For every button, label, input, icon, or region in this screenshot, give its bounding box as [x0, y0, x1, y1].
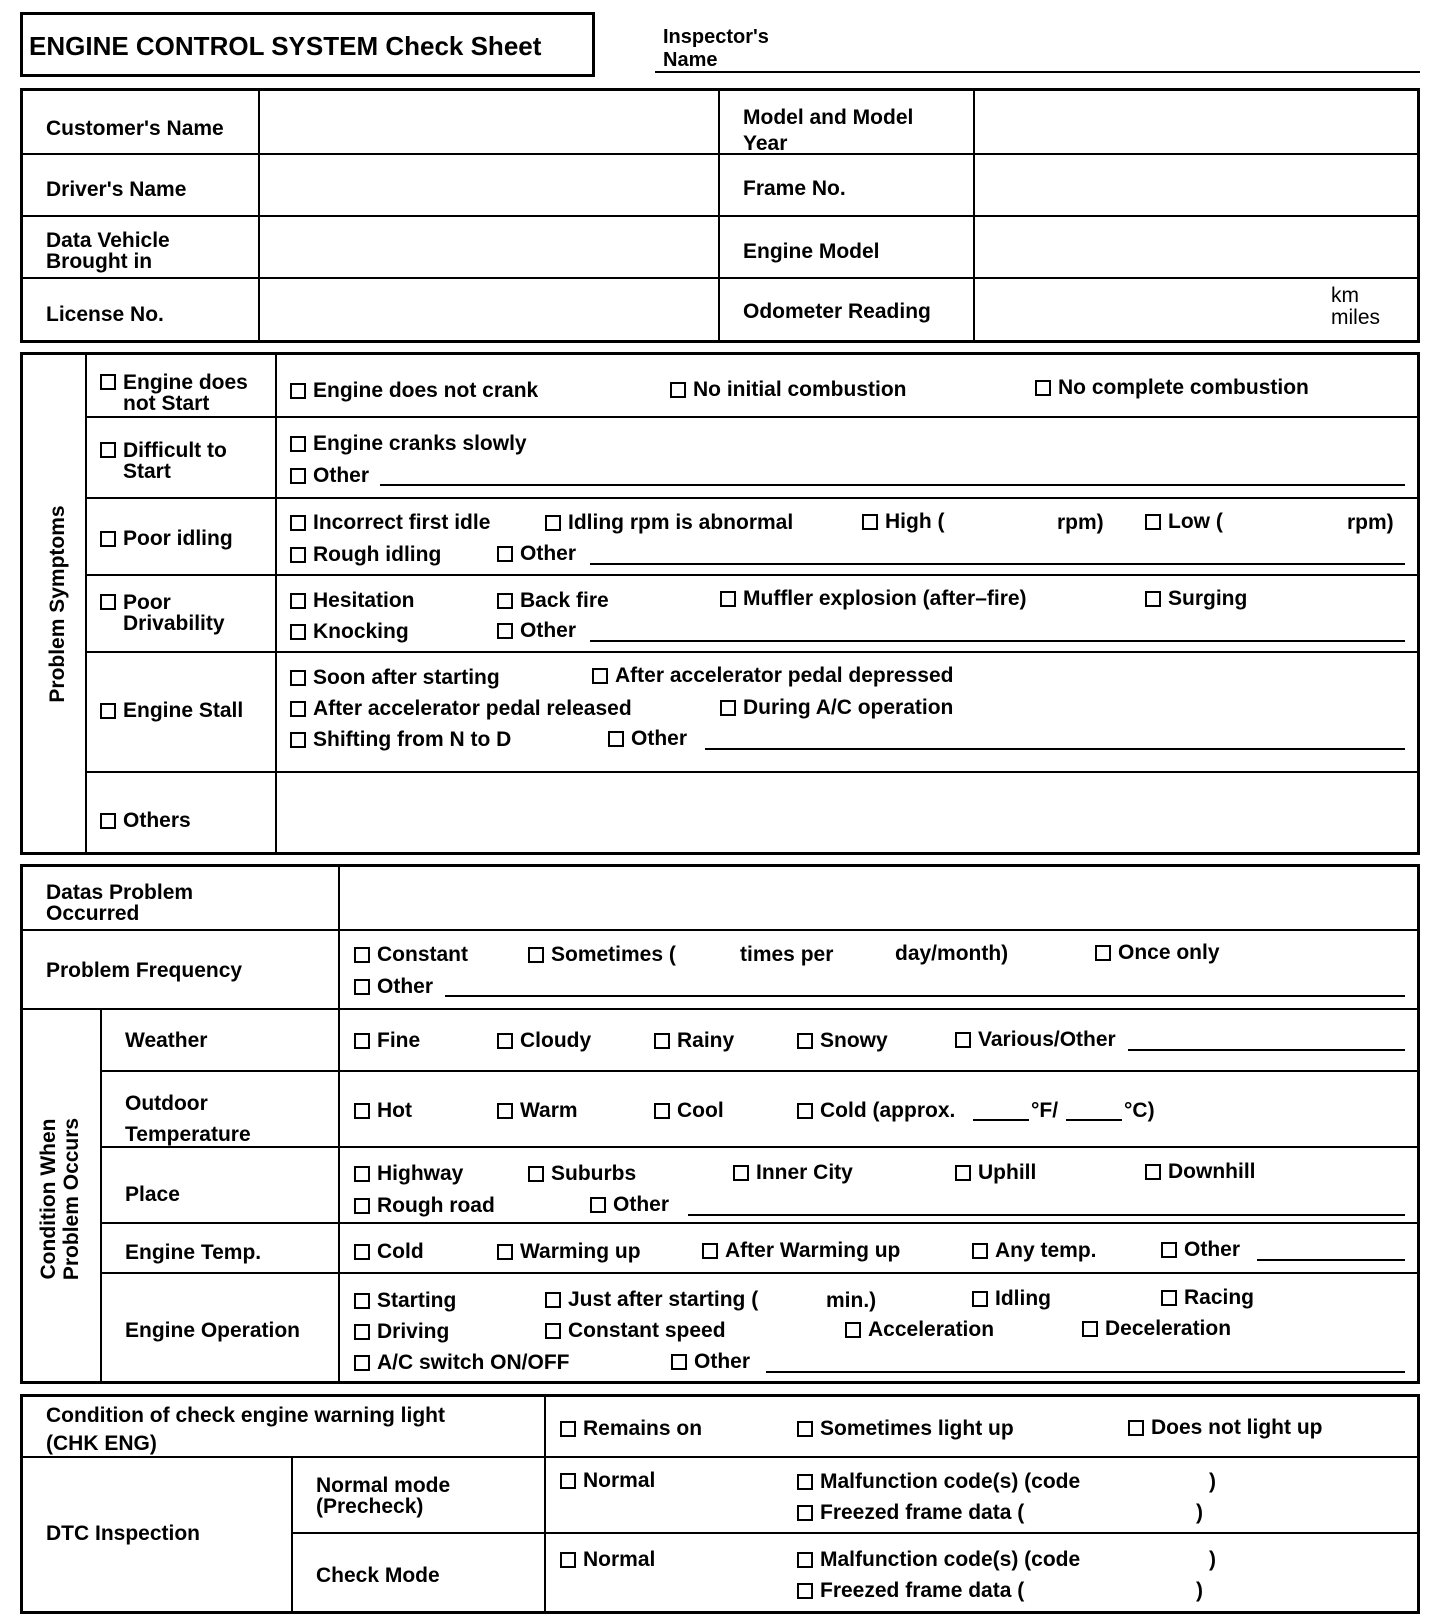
idling-other-checkbox[interactable]: Other	[497, 543, 576, 564]
various-other-line[interactable]	[1128, 1049, 1405, 1051]
problem-symptoms-heading: Problem Symptoms	[46, 505, 69, 703]
place-other-line[interactable]	[688, 1214, 1405, 1216]
muffler-explosion-checkbox[interactable]: Muffler explosion (after–fire)	[720, 588, 1027, 609]
racing-checkbox[interactable]: Racing	[1161, 1287, 1254, 1308]
driving-checkbox[interactable]: Driving	[354, 1321, 449, 1342]
outdoor-temperature-label: Outdoor Temperature	[125, 1092, 251, 1146]
cranks-slowly-checkbox[interactable]: Engine cranks slowly	[290, 433, 527, 454]
sometimes-light-up-checkbox[interactable]: Sometimes light up	[797, 1418, 1014, 1439]
warning-light-label: Condition of check engine warning light (CHK ENG)	[46, 1404, 445, 1455]
does-not-light-up-checkbox[interactable]: Does not light up	[1128, 1417, 1322, 1438]
rough-idling-checkbox[interactable]: Rough idling	[290, 544, 441, 565]
engine-operation-label: Engine Operation	[125, 1319, 301, 1342]
after-pedal-depressed-checkbox[interactable]: After accelerator pedal depressed	[592, 665, 953, 686]
col-divider	[258, 88, 260, 343]
no-initial-combustion-checkbox[interactable]: No initial combustion	[670, 379, 907, 400]
col-divider	[544, 1394, 546, 1614]
cool-checkbox[interactable]: Cool	[654, 1100, 724, 1121]
row-divider	[20, 277, 1420, 279]
no-complete-combustion-checkbox[interactable]: No complete combustion	[1035, 377, 1309, 398]
cloudy-checkbox[interactable]: Cloudy	[497, 1030, 591, 1051]
after-warming-up-checkbox[interactable]: After Warming up	[702, 1240, 900, 1261]
col-divider	[85, 352, 87, 855]
warm-checkbox[interactable]: Warm	[497, 1100, 578, 1121]
stall-other-line[interactable]	[705, 748, 1405, 750]
row-divider	[20, 153, 1420, 155]
customers-name-label: Customer's Name	[46, 117, 224, 140]
col-divider	[718, 88, 720, 343]
high-rpm-checkbox[interactable]: High (	[862, 511, 944, 532]
odometer-label: Odometer Reading	[743, 300, 931, 323]
low-rpm-checkbox[interactable]: Low (	[1145, 511, 1223, 532]
constant-speed-checkbox[interactable]: Constant speed	[545, 1320, 726, 1341]
soon-after-starting-checkbox[interactable]: Soon after starting	[290, 667, 500, 688]
rainy-checkbox[interactable]: Rainy	[654, 1030, 734, 1051]
ac-switch-checkbox[interactable]: A/C switch ON/OFF	[354, 1352, 570, 1373]
normal-freezed-close: )	[1196, 1501, 1203, 1524]
acceleration-checkbox[interactable]: Acceleration	[845, 1319, 994, 1340]
row-divider	[100, 1146, 1420, 1148]
model-year-label: Model and Model Year	[743, 106, 914, 155]
problem-frequency-label: Problem Frequency	[46, 959, 243, 982]
starting-checkbox[interactable]: Starting	[354, 1290, 456, 1311]
inner-city-checkbox[interactable]: Inner City	[733, 1162, 853, 1183]
check-mode-freezed-checkbox[interactable]: Freezed frame data (	[797, 1580, 1024, 1601]
warming-up-checkbox[interactable]: Warming up	[497, 1241, 641, 1262]
frequency-other-checkbox[interactable]: Other	[354, 976, 433, 997]
check-malfunction-close: )	[1209, 1548, 1216, 1571]
suburbs-checkbox[interactable]: Suburbs	[528, 1163, 636, 1184]
knocking-checkbox[interactable]: Knocking	[290, 621, 409, 642]
place-other-checkbox[interactable]: Other	[590, 1194, 669, 1215]
normal-mode-freezed-checkbox[interactable]: Freezed frame data (	[797, 1502, 1024, 1523]
condition-when-heading: Condition When Problem Occurs	[37, 1117, 83, 1281]
inspector-name-line[interactable]	[655, 71, 1420, 73]
normal-mode-label: Normal mode (Precheck)	[316, 1474, 451, 1518]
incorrect-first-idle-checkbox[interactable]: Incorrect first idle	[290, 512, 490, 533]
frame-label: Frame No.	[743, 177, 846, 200]
row-divider	[85, 771, 1420, 773]
downhill-checkbox[interactable]: Downhill	[1145, 1161, 1256, 1182]
drivability-other-checkbox[interactable]: Other	[497, 620, 576, 641]
difficult-other-checkbox[interactable]: Other	[290, 465, 369, 486]
highway-checkbox[interactable]: Highway	[354, 1163, 463, 1184]
idling-other-line[interactable]	[590, 563, 1405, 565]
operation-other-line[interactable]	[766, 1371, 1405, 1373]
engine-temp-label: Engine Temp.	[125, 1241, 262, 1264]
poor-idling-checkbox[interactable]: Poor idling	[100, 528, 233, 549]
back-fire-checkbox[interactable]: Back fire	[497, 590, 609, 611]
row-divider	[85, 497, 1420, 499]
hot-checkbox[interactable]: Hot	[354, 1100, 412, 1121]
row-divider	[85, 416, 1420, 418]
row-divider	[20, 215, 1420, 217]
check-mode-normal-checkbox[interactable]: Normal	[560, 1549, 655, 1570]
once-only-checkbox[interactable]: Once only	[1095, 942, 1220, 963]
km-unit: km	[1331, 284, 1359, 307]
row-divider	[100, 1272, 1420, 1274]
engine-temp-other-checkbox[interactable]: Other	[1161, 1239, 1240, 1260]
col-divider	[275, 352, 277, 855]
row-divider	[85, 574, 1420, 576]
col-divider	[100, 1010, 102, 1384]
col-divider	[973, 88, 975, 343]
page-title: ENGINE CONTROL SYSTEM Check Sheet	[29, 31, 542, 61]
high-rpm-unit: rpm)	[1057, 511, 1104, 534]
snowy-checkbox[interactable]: Snowy	[797, 1030, 888, 1051]
inspector-label: Inspector's Name	[663, 26, 769, 71]
idling-checkbox[interactable]: Idling	[972, 1288, 1051, 1309]
others-checkbox[interactable]: Others	[100, 810, 191, 831]
stall-other-checkbox[interactable]: Other	[608, 728, 687, 749]
day-month-label: day/month)	[895, 942, 1009, 965]
license-label: License No.	[46, 303, 164, 326]
deceleration-checkbox[interactable]: Deceleration	[1082, 1318, 1231, 1339]
check-mode-label: Check Mode	[316, 1564, 440, 1587]
miles-unit: miles	[1331, 306, 1381, 329]
hesitation-checkbox[interactable]: Hesitation	[290, 590, 415, 611]
various-other-checkbox[interactable]: Various/Other	[955, 1029, 1116, 1050]
temp-f-line[interactable]	[973, 1119, 1029, 1121]
min-unit: min.)	[826, 1289, 877, 1312]
engine-model-label: Engine Model	[743, 240, 880, 263]
place-label: Place	[125, 1183, 180, 1206]
shifting-n-to-d-checkbox[interactable]: Shifting from N to D	[290, 729, 511, 750]
weather-label: Weather	[125, 1029, 208, 1052]
sometimes-checkbox[interactable]: Sometimes (	[528, 944, 676, 965]
difficult-start-checkbox[interactable]: Difficult to Start	[100, 440, 227, 482]
check-freezed-close: )	[1196, 1579, 1203, 1602]
col-divider	[291, 1458, 293, 1614]
rough-road-checkbox[interactable]: Rough road	[354, 1195, 495, 1216]
normal-mode-normal-checkbox[interactable]: Normal	[560, 1470, 655, 1491]
frequency-other-line[interactable]	[445, 995, 1405, 997]
engine-temp-other-line[interactable]	[1257, 1259, 1405, 1261]
difficult-other-line[interactable]	[380, 484, 1405, 486]
operation-other-checkbox[interactable]: Other	[671, 1351, 750, 1372]
date-brought-label: Data Vehicle Brought in	[46, 229, 170, 273]
after-pedal-released-checkbox[interactable]: After accelerator pedal released	[290, 698, 632, 719]
does-not-crank-checkbox[interactable]: Engine does not crank	[290, 380, 538, 401]
low-rpm-unit: rpm)	[1347, 511, 1394, 534]
constant-checkbox[interactable]: Constant	[354, 944, 468, 965]
deg-f-unit: °F/	[1031, 1099, 1059, 1122]
date-problem-label: Datas Problem Occurred	[46, 881, 194, 925]
dtc-inspection-label: DTC Inspection	[46, 1522, 201, 1545]
cold-checkbox[interactable]: Cold	[354, 1241, 424, 1262]
normal-mode-malfunction-checkbox[interactable]: Malfunction code(s) (code	[797, 1471, 1080, 1492]
row-divider	[85, 651, 1420, 653]
col-divider	[338, 864, 340, 1384]
cold-approx-checkbox[interactable]: Cold (approx.	[797, 1100, 955, 1121]
row-divider	[20, 1008, 1420, 1010]
engine-not-start-checkbox[interactable]: Engine does not Start	[100, 372, 248, 414]
fine-checkbox[interactable]: Fine	[354, 1030, 420, 1051]
idling-abnormal-checkbox[interactable]: Idling rpm is abnormal	[545, 512, 793, 533]
row-divider	[100, 1070, 1420, 1072]
check-mode-malfunction-checkbox[interactable]: Malfunction code(s) (code	[797, 1549, 1080, 1570]
engine-stall-checkbox[interactable]: Engine Stall	[100, 700, 243, 721]
normal-malfunction-close: )	[1209, 1470, 1216, 1493]
times-per-label: times per	[740, 943, 834, 966]
drivers-name-label: Driver's Name	[46, 178, 187, 201]
deg-c-unit: °C)	[1124, 1099, 1155, 1122]
surging-checkbox[interactable]: Surging	[1145, 588, 1247, 609]
drivability-other-line[interactable]	[590, 640, 1405, 642]
any-temp-checkbox[interactable]: Any temp.	[972, 1240, 1097, 1261]
row-divider	[20, 929, 1420, 931]
during-ac-checkbox[interactable]: During A/C operation	[720, 697, 953, 718]
poor-drivability-checkbox[interactable]: Poor Drivability	[100, 592, 225, 634]
remains-on-checkbox[interactable]: Remains on	[560, 1418, 702, 1439]
just-after-starting-checkbox[interactable]: Just after starting (	[545, 1289, 758, 1310]
row-divider	[291, 1532, 1420, 1534]
row-divider	[100, 1222, 1420, 1224]
uphill-checkbox[interactable]: Uphill	[955, 1162, 1036, 1183]
temp-c-line[interactable]	[1066, 1119, 1122, 1121]
